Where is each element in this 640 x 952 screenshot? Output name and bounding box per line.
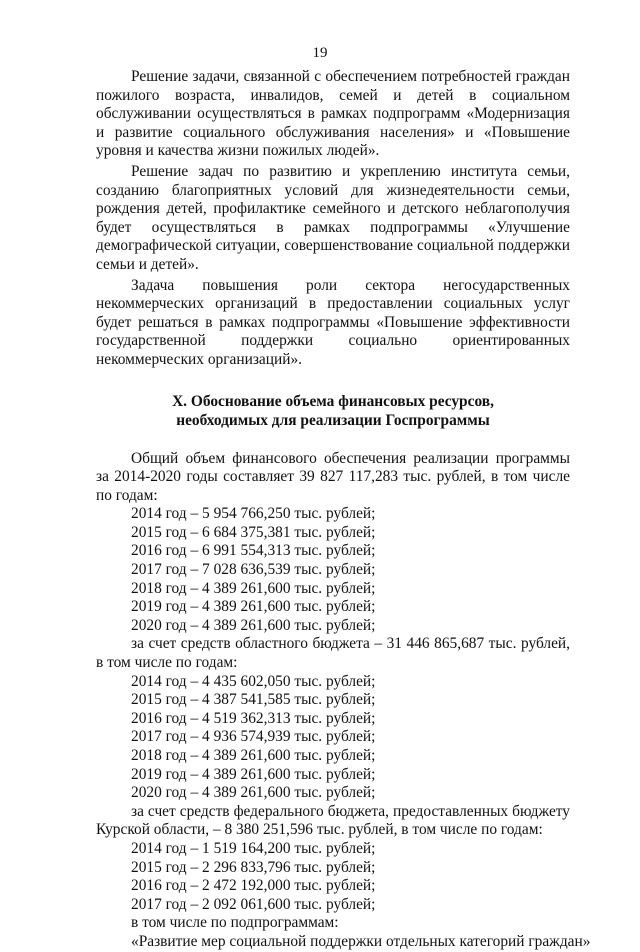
federal-year-line: 2016 год – 2 472 192,000 тыс. рублей; [131, 877, 376, 895]
page-number: 19 [312, 45, 328, 61]
paragraph-nonprofit-organizations: Задача повышения роли сектора негосударственных некоммерческих организаций в предоставлении социальных услуг будет решаться в рамках подпрограммы «Повышение эффективности государственной поддержки социально ориентированных некоммерческих организаций». [96, 276, 570, 368]
total-funding-intro: Общий объем финансового обеспечения реализации программы за 2014-2020 годы составляет 39 827 117,283 тыс. рублей, в том числе по годам: [96, 449, 570, 504]
federal-year-line: 2014 год – 1 519 164,200 тыс. рублей; [131, 839, 376, 857]
regional-year-line: 2018 год – 4 389 261,600 тыс. рублей; [131, 747, 376, 764]
section-heading-line-2: необходимых для реализации Госпрограммы [176, 411, 490, 429]
regional-year-line: 2016 год – 4 519 362,313 тыс. рублей; [131, 709, 376, 727]
total-year-line: 2014 год – 5 954 766,250 тыс. рублей; [131, 505, 376, 523]
federal-year-line: 2015 год – 2 296 833,796 тыс. рублей; [131, 858, 376, 876]
regional-year-line: 2019 год – 4 389 261,600 тыс. рублей; [131, 765, 376, 783]
section-heading [96, 392, 570, 430]
paragraph-family-support: Решение задач по развитию и укреплению института семьи, созданию благоприятных условий для жизнедеятельности семьи, рождения детей, профилактике семейного и детского неблагополучия будет осуществляться в рамках подпрограммы «Улучшение демографической ситуации, совершенствование социальной поддержки семьи и детей». [96, 162, 570, 273]
subprogram-title: «Развитие мер социальной поддержки отдельных категорий граждан» [131, 932, 591, 950]
regional-year-line: 2014 год – 4 435 602,050 тыс. рублей; [131, 672, 376, 690]
document-body [96, 68, 591, 952]
regional-year-line: 2017 год – 4 936 574,939 тыс. рублей; [131, 728, 376, 746]
subprogram-intro: в том числе по подпрограммам: [131, 914, 339, 932]
total-year-line: 2020 год – 4 389 261,600 тыс. рублей; [131, 616, 376, 634]
total-year-line: 2019 год – 4 389 261,600 тыс. рублей; [131, 598, 376, 616]
total-year-line: 2017 год – 7 028 636,539 тыс. рублей; [131, 561, 376, 579]
regional-year-line: 2020 год – 4 389 261,600 тыс. рублей; [131, 784, 376, 802]
regional-budget-intro: за счет средств областного бюджета – 31 446 865,687 тыс. рублей, в том числе по годам: [96, 635, 570, 672]
total-year-line: 2018 год – 4 389 261,600 тыс. рублей; [131, 579, 376, 597]
paragraph-elderly-services: Решение задачи, связанной с обеспечением потребностей граждан пожилого возраста, инвалидов, семей и детей в социальном обслуживании осуществляться в рамках подпрограмм «Модернизация и развитие социального обслуживания населения» и «Повышение уровня и качества жизни пожилых людей». [96, 68, 570, 160]
section-heading-line-1: X. Обоснование объема финансовых ресурсов, [172, 392, 494, 410]
federal-year-line: 2017 год – 2 092 061,600 тыс. рублей; [131, 895, 376, 913]
total-year-line: 2016 год – 6 991 554,313 тыс. рублей; [131, 542, 376, 560]
regional-year-line: 2015 год – 4 387 541,585 тыс. рублей; [131, 691, 376, 709]
federal-budget-intro: за счет средств федерального бюджета, предоставленных бюджету Курской области, – 8 380 251,596 тыс. рублей, в том числе по годам: [96, 802, 570, 839]
total-year-line: 2015 год – 6 684 375,381 тыс. рублей; [131, 523, 376, 541]
